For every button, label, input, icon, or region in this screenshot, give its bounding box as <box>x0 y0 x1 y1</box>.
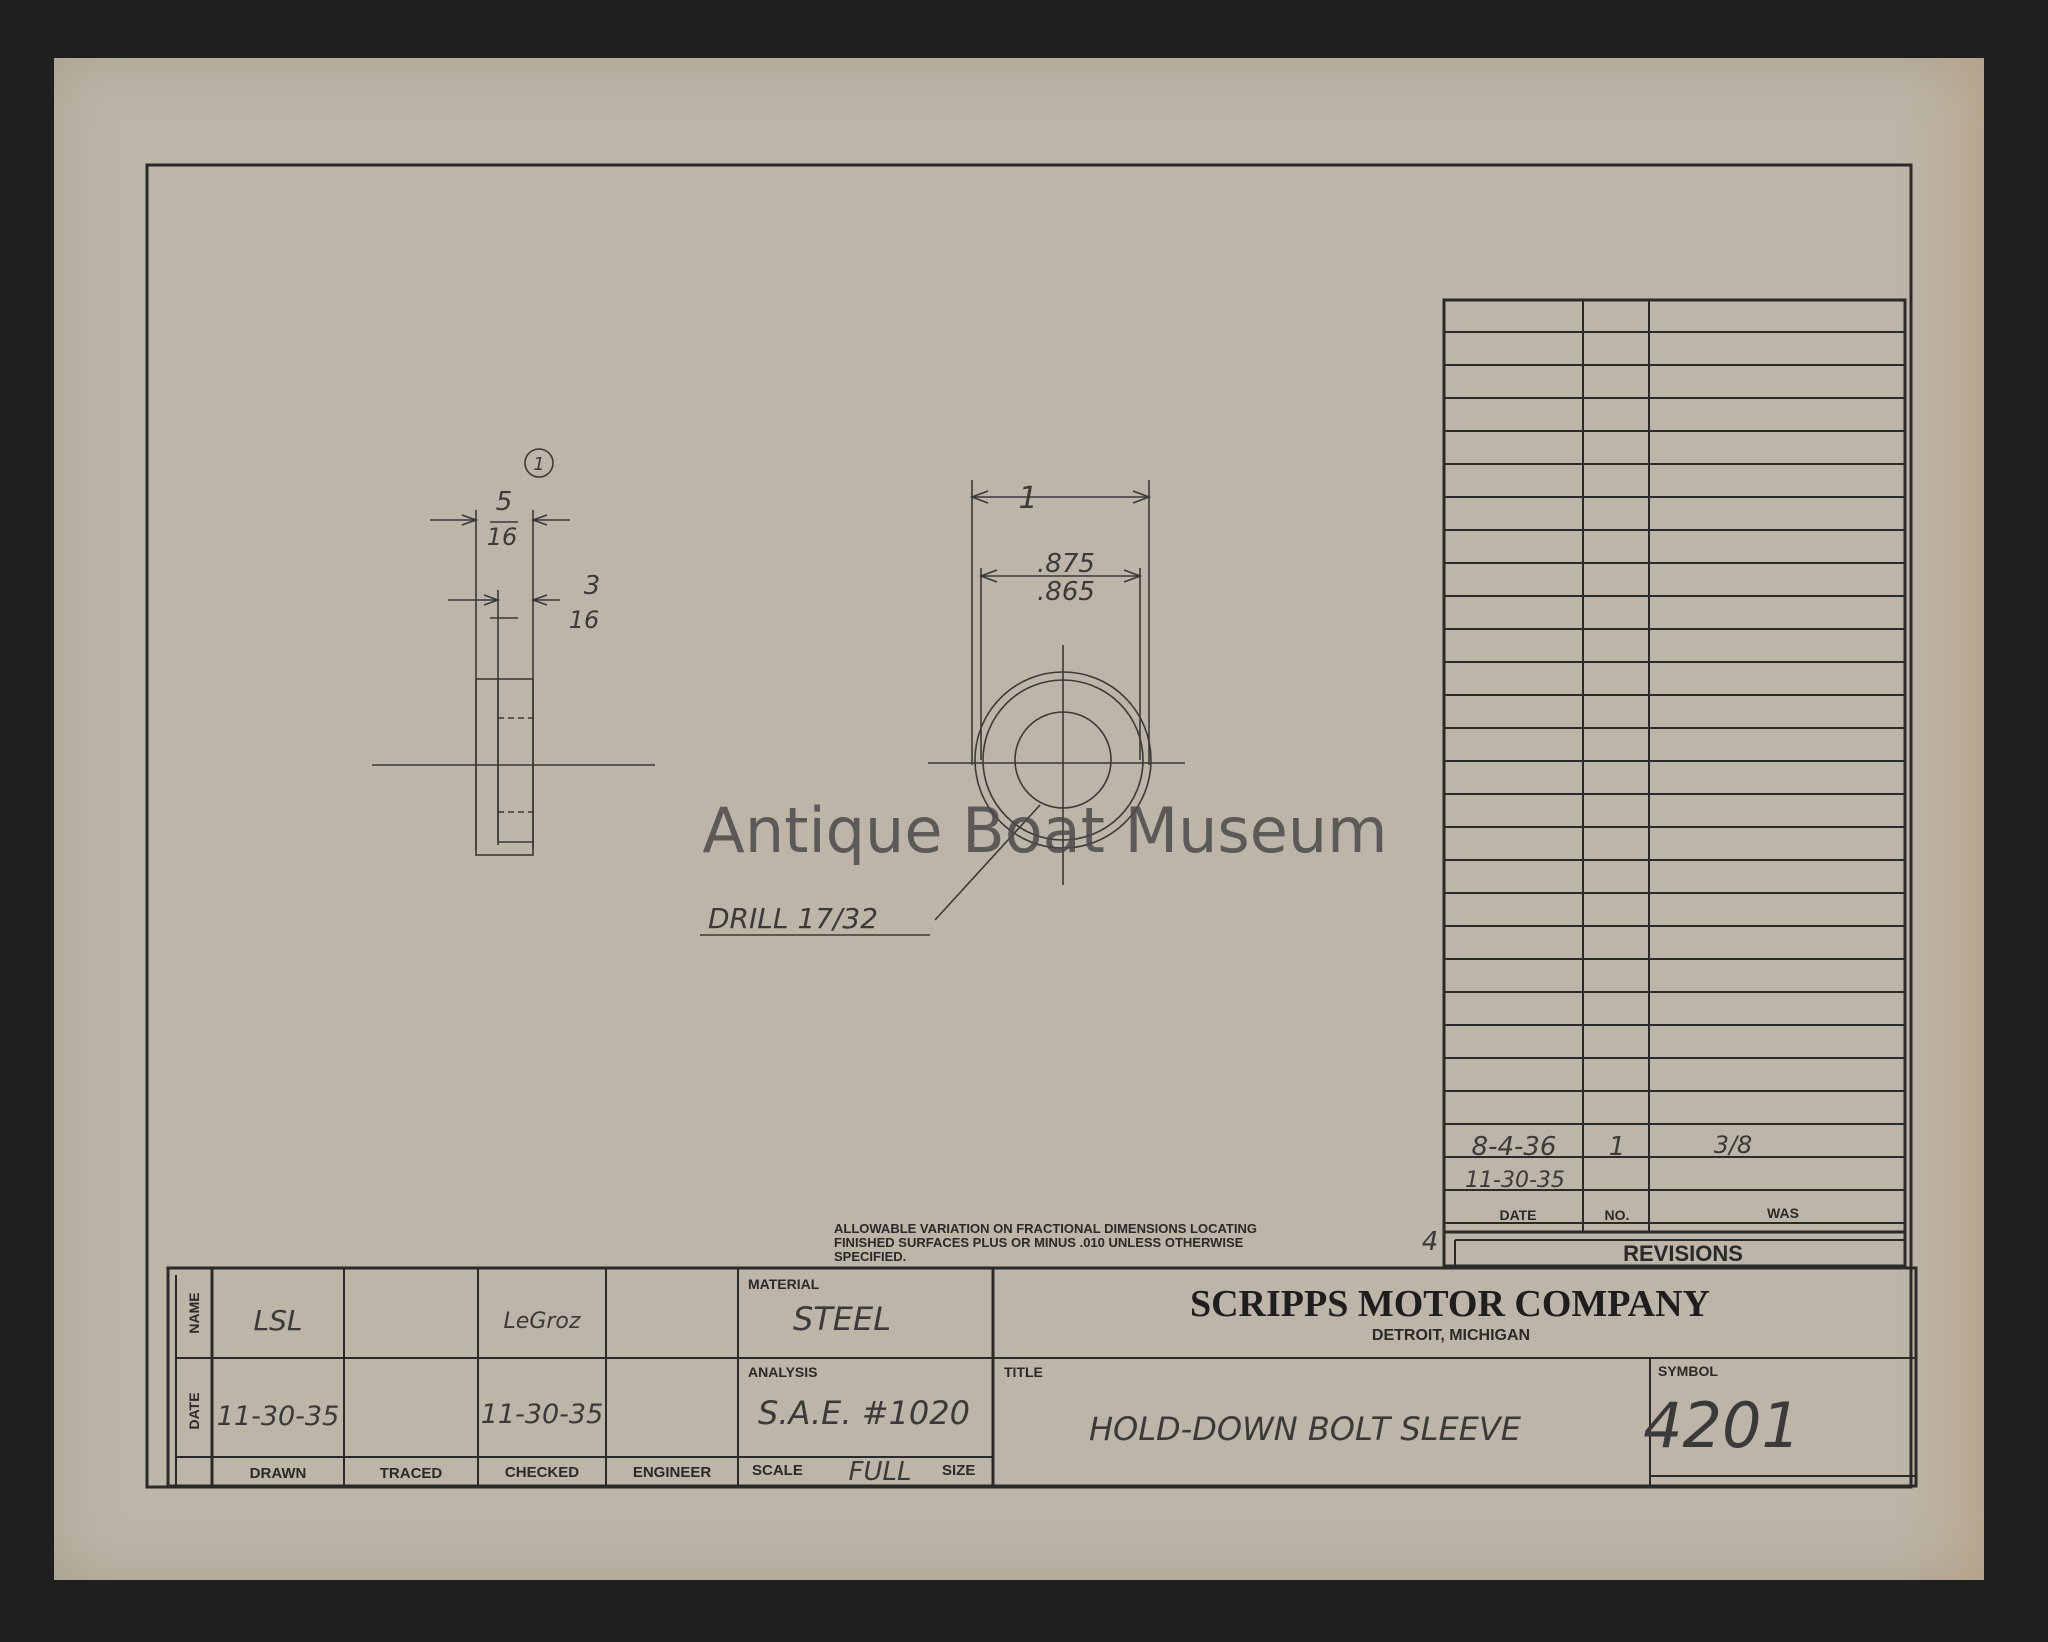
drill-note: DRILL 17/32 <box>708 902 879 935</box>
side-view <box>372 449 655 855</box>
scale-label: SCALE <box>752 1462 803 1479</box>
rev-date-header: DATE <box>1499 1207 1537 1223</box>
drawn-name: LSL <box>253 1304 303 1337</box>
analysis-label: ANALYSIS <box>748 1364 818 1380</box>
tolerance-note-line3: SPECIFIED. <box>834 1249 907 1264</box>
checked-date: 11-30-35 <box>480 1399 604 1430</box>
symbol-value: 4201 <box>1643 1389 1801 1462</box>
bore-upper-dim: .875 <box>1037 549 1095 579</box>
rev-entry-date: 8-4-36 <box>1471 1132 1557 1162</box>
drawn-label: DRAWN <box>249 1465 307 1482</box>
drawn-date: 11-30-35 <box>216 1401 340 1432</box>
checked-label: CHECKED <box>504 1464 580 1481</box>
rev-entry-date-2: 11-30-35 <box>1465 1168 1565 1193</box>
date-row-label: DATE <box>186 1392 202 1430</box>
revisions-title: REVISIONS <box>1623 1241 1743 1266</box>
name-row-label: NAME <box>186 1292 202 1334</box>
rev-was-header: WAS <box>1767 1205 1799 1221</box>
tolerance-note-line1: ALLOWABLE VARIATION ON FRACTIONAL DIMENSIONS LOCATING <box>834 1221 1257 1236</box>
dim-flange-numerator: 3 <box>583 571 601 601</box>
rev-entry-was: 3/8 <box>1713 1131 1753 1159</box>
item-number: 1 <box>533 454 545 475</box>
checked-name: LeGroz <box>503 1309 581 1334</box>
tolerance-note-line2: FINISHED SURFACES PLUS OR MINUS .010 UNLESS OTHERWISE <box>834 1235 1244 1250</box>
revisions-table <box>1444 300 1905 1266</box>
material-value: STEEL <box>792 1300 892 1338</box>
bore-lower-dim: .865 <box>1037 577 1095 607</box>
outer-diameter-dim: 1 <box>1018 481 1038 516</box>
scale-value: FULL <box>848 1457 912 1487</box>
dim-width-denominator: 16 <box>486 523 518 551</box>
watermark: Antique Boat Museum <box>702 794 1388 867</box>
engineer-label: ENGINEER <box>632 1464 712 1481</box>
analysis-value: S.A.E. #1020 <box>758 1394 970 1432</box>
traced-label: TRACED <box>379 1465 443 1482</box>
drawing-title: HOLD-DOWN BOLT SLEEVE <box>1088 1410 1522 1448</box>
symbol-label: SYMBOL <box>1658 1363 1718 1379</box>
dim-width-numerator: 5 <box>495 487 513 517</box>
company-name: SCRIPPS MOTOR COMPANY <box>1189 1283 1711 1325</box>
sheet-mark: 4 <box>1421 1227 1439 1257</box>
size-label: SIZE <box>942 1462 976 1479</box>
rev-no-header: NO. <box>1604 1207 1630 1223</box>
rev-entry-no: 1 <box>1608 1132 1626 1162</box>
dim-flange-denominator: 16 <box>568 606 600 634</box>
material-label: MATERIAL <box>748 1276 820 1292</box>
company-location: DETROIT, MICHIGAN <box>1371 1327 1531 1344</box>
title-label: TITLE <box>1004 1364 1043 1380</box>
